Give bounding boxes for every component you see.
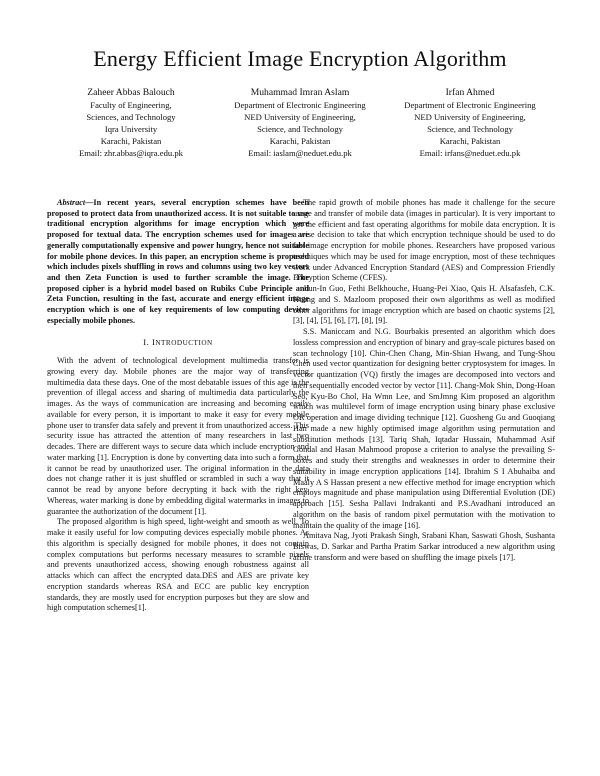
abstract-lead: Abstract <box>57 198 86 207</box>
author-affiliation: Iqra University <box>104 124 158 134</box>
author-email: Email: irfans@neduet.edu.pk <box>419 148 521 158</box>
section-heading-introduction <box>47 337 309 349</box>
body-paragraph: Jiun-In Guo, Fethi Belkhouche, Huang-Pei Xiao, Qais H. Alsafasfeh, C.K. Huang and S. Mazloom proposed their own algorithms as well as modified other algorithms for image encryption which are based on chaotic systems [2], [3], [4], [5], [6], [7], [8], [9]. <box>293 284 555 326</box>
author-name: Muhammad Imran Aslam <box>250 87 350 98</box>
abstract-text: —In recent years, several encryption schemes have been proposed to protect data from unauthorized access. It is not suitable to use traditional encryption algorithms for image encryption which were proposed for textual data. The encryption schemes used for images are generally computationally expensive and power hungry, hence not suitable for mobile phone devices. In this paper, an encryption scheme is proposed which includes pixels shuffling in rows and columns using two key vectors and then Zeta Function is used to further scramble the image. The proposed cipher is a hybrid model based on Rubiks Cube Principle and Zeta Function, resulting in the fast, accurate and energy efficient image encryption which is one of key requirements of low computing devices especially mobile phones. <box>47 198 309 325</box>
author-block-1 <box>46 86 216 159</box>
section-numeral: I. I <box>143 337 156 348</box>
author-affiliation: NED University of Engineering, <box>414 112 526 122</box>
section-title: NTRODUCTION <box>155 339 213 348</box>
author-name: Zaheer Abbas Balouch <box>87 87 175 98</box>
author-email: Email: iaslam@neduet.edu.pk <box>248 148 352 158</box>
author-location: Karachi, Pakistan <box>439 136 501 146</box>
author-affiliation: Science, and Technology <box>427 124 513 134</box>
paper-title: Energy Efficient Image Encryption Algorithm <box>93 46 507 71</box>
author-affiliation: Sciences, and Technology <box>86 112 176 122</box>
right-column <box>293 198 555 564</box>
abstract <box>47 198 309 326</box>
body-paragraph: S.S. Maniccam and N.G. Bourbakis presented an algorithm which does lossless compression and encryption of binary and gray-scale pictures based on scan technology [10]. Chin-Chen Chang, Min-Shian Hwang, and Tung-Shou Chen used vector quantization for designing better cryptosystem for images. In vector quantization (VQ) firstly the images are decomposed into vectors and then sequentially encoded vector by vector [11]. Chang-Mok Shin, Dong-Hoan Seo, Kyu-Bo Chol, Ha Wmn Lee, and SmJmng Kim proposed an algorithm which was multilevel form of image encryption using binary phase exclusive OR operation and image dividing technique [12]. Guosheng Gu and Guoqiang Han made a new highly optimised image algorithm using permutation and substitution methods [13]. Tariq Shah, Iqtadar Hussain, Muhammad Asif Gondal and Hasan Mahmood propose a criterion to analyse the prevailing S-boxes and study their strengths and weaknesses in order to determine their suitability in image encryption applications [14]. Ibrahim S I Abuhaiba and Maaly A S Hassan present a new effective method for image encryption which employs magnitude and phase manipulation using Differential Evolution (DE) approach [15]. Sesha Pallavi Indrakanti and P.S.Avadhani introduced an algorithm on the basis of random pixel permutation with the motivation to maintain the quality of the image [16]. <box>293 327 555 530</box>
author-block-2 <box>215 86 385 159</box>
body-paragraph: With the advent of technological development multimedia transfer is growing every day. Mobile phones are the major way of transferring multimedia data these days. One of the most debatable issues of this age is the prevention of illegal access and sharing of multimedia data particularly the images. As the ways of communication are increasing and becoming easily available for every person, it is important to make it easy for every mobile phone user to transfer data safely and prevent it from unauthorized access. This security issue has attracted the attention of many researchers in last two decades. There are different ways to secure data which include encryption and water marking [1]. Encryption is done by converting data into such a form that it cannot be read by unauthorized user. The original information in the data does not change rather it is just shuffled or scrambled in such a way that it cannot be read by anyone before decrypting it back with the right key. Whereas, water marking is done by embedding digital watermarks in images to guarantee the authorization of the document [1]. <box>47 356 309 516</box>
body-paragraph: The proposed algorithm is high speed, light-weight and smooth as well. To make it easily useful for low computing devices especially mobile phones. As this algorithm is specially designed for mobile phones, it does not contain complex computations but performs necessary measures to scramble pixels and prevents unauthorized access, showing enough robustness against all attacks which can affect the encrypted data.DES and AES are private key encryption standards whereas RSA and ECC are public key encryption standards, they are mostly used for encryption purposes but they are slow and high computation schemes[1]. <box>47 517 309 613</box>
author-affiliation: NED University of Engineering, <box>244 112 356 122</box>
author-location: Karachi, Pakistan <box>269 136 331 146</box>
author-block-3 <box>385 86 555 159</box>
body-paragraph: Amitava Nag, Jyoti Prakash Singh, Srabani Khan, Saswati Ghosh, Sushanta Biswas, D. Sarkar and Partha Pratim Sarkar introduced a new algorithm using affine transform and were based on shuffling the image pixels [17]. <box>293 531 555 562</box>
author-location: Karachi, Pakistan <box>100 136 162 146</box>
body-paragraph: The rapid growth of mobile phones has made it challenge for the secure usage and transfer of mobile data (images in particular). It is very important to get the efficient and fast operating algorithms for mobile data encryption. It is a wise decision to take that which encryption technique should be used to do fast image encryption for mobile phones. Researchers have proposed various techniques which may be used for image encryption, most of these techniques work under Advanced Encryption Standard (AES) and Compression Friendly Encryption Scheme (CFES). <box>293 198 555 283</box>
author-affiliation: Department of Electronic Engineering <box>404 100 536 110</box>
author-affiliation: Department of Electronic Engineering <box>234 100 366 110</box>
author-name: Irfan Ahmed <box>445 87 495 98</box>
author-affiliation: Science, and Technology <box>257 124 343 134</box>
author-email: Email: zhr.abbas@iqra.edu.pk <box>79 148 183 158</box>
left-column <box>47 198 309 614</box>
author-affiliation: Faculty of Engineering, <box>90 100 172 110</box>
